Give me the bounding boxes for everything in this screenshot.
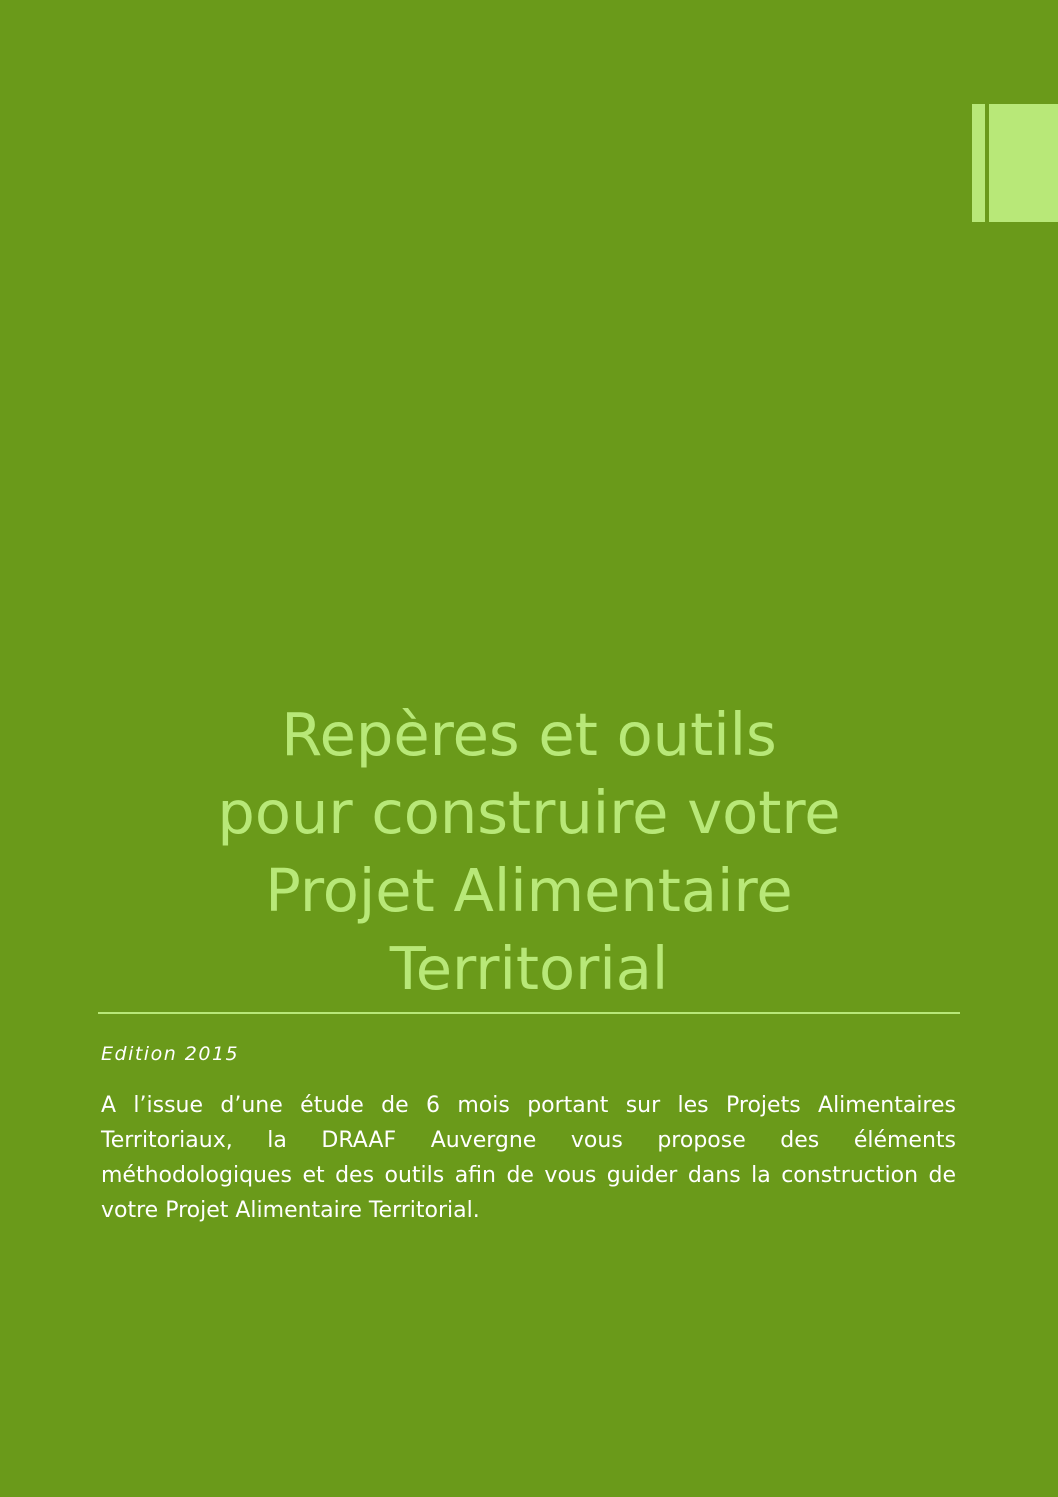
corner-decoration xyxy=(972,104,1058,222)
title-line-3: Projet Alimentaire xyxy=(265,856,793,925)
edition-label: Edition 2015 xyxy=(101,1043,240,1065)
intro-paragraph: A l’issue d’une étude de 6 mois portant sur les Projets Alimentaires Territoriaux, la DRAAF Auvergne vous propose des éléments méthodologiques et des outils afin de vous guider dans la construction de votre Projet Alimentaire Territorial. xyxy=(101,1093,956,1223)
cover-title xyxy=(98,696,960,1008)
corner-bar-thin xyxy=(972,104,985,222)
title-line-2: pour construire votre xyxy=(217,778,841,847)
title-line-4: Territorial xyxy=(389,934,669,1003)
title-line-1: Repères et outils xyxy=(281,700,777,769)
corner-bar-wide xyxy=(989,104,1058,222)
title-divider xyxy=(98,1012,960,1014)
